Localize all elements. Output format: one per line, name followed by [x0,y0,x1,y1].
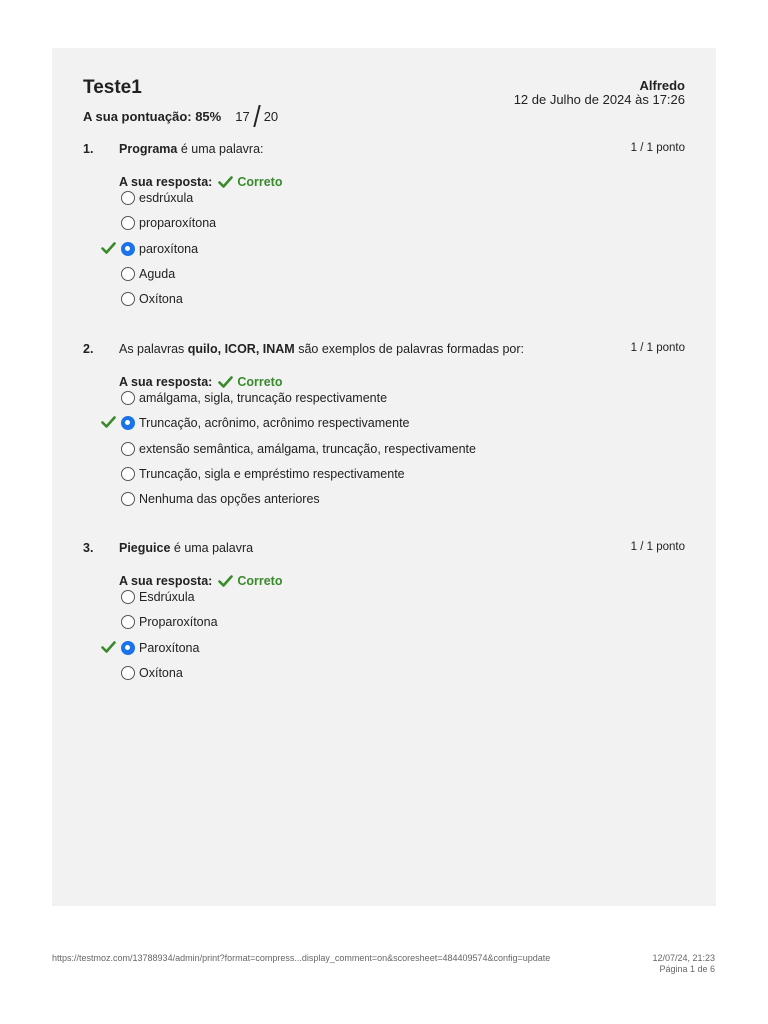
answer-label-text: A sua resposta: [119,574,213,588]
option-3[interactable] [121,639,199,657]
correct-answer-check-icon [101,641,116,653]
test-sheet-panel [52,48,716,906]
answer-label [119,175,282,189]
option-label: Oxítona [139,666,183,680]
correct-answer-check-icon [101,416,116,428]
option-label: Aguda [139,267,176,281]
result-text: Correto [237,175,283,189]
correct-answer-check-icon [101,242,116,254]
correct-tag [218,175,282,189]
option-label: esdrúxula [139,191,194,205]
option-label: Nenhuma das opções anteriores [139,492,320,506]
radio-button[interactable] [121,292,135,306]
radio-button[interactable] [121,442,135,456]
radio-button-selected[interactable] [121,641,135,655]
question-number: 2. [83,342,94,356]
option-label: Truncação, sigla e empréstimo respectivamente [139,467,405,481]
question-number: 1. [83,142,94,156]
score-line [83,105,278,127]
test-title: Teste1 [83,77,142,98]
radio-button[interactable] [121,391,135,405]
radio-button[interactable] [121,467,135,481]
question-text [119,142,264,156]
score-fraction [235,105,278,127]
option-4[interactable] [121,465,405,483]
correct-tag [218,375,282,389]
user-name: Alfredo [639,78,685,93]
option-label: proparoxítona [139,216,217,230]
test-date: 12 de Julho de 2024 às 17:26 [513,92,685,107]
check-icon [218,575,233,587]
radio-button-selected[interactable] [121,242,135,256]
radio-button[interactable] [121,191,135,205]
radio-button[interactable] [121,216,135,230]
question-text-pre: As palavras [119,342,188,356]
question-keyword: quilo, ICOR, INAM [187,342,295,356]
radio-button[interactable] [121,666,135,680]
question-keyword: Programa [119,142,178,156]
answer-label-text: A sua resposta: [119,375,213,389]
score-label: A sua pontuação: 85% [83,108,222,124]
option-5[interactable] [121,490,320,508]
check-icon [218,176,233,188]
question-points: 1 / 1 ponto [630,142,685,154]
radio-button[interactable] [121,267,135,281]
option-2[interactable] [121,613,218,631]
correct-tag [218,574,282,588]
option-4[interactable] [121,664,183,682]
question-points: 1 / 1 ponto [630,541,685,553]
footer-timestamp: 12/07/24, 21:23 [652,953,715,963]
answer-label-text: A sua resposta: [119,175,213,189]
question-text-rest: é uma palavra [170,541,254,555]
option-label: Truncação, acrônimo, acrônimo respectivamente [139,416,410,430]
option-label: paroxítona [139,242,199,256]
radio-button[interactable] [121,615,135,629]
answer-label [119,574,282,588]
question-text [119,342,524,356]
footer-url: https://testmoz.com/13788934/admin/print?format=compress...display_comment=on&scoresheet=484409574&config=update [52,953,551,963]
question-text-rest: são exemplos de palavras formadas por: [294,342,525,356]
option-5[interactable] [121,290,183,308]
footer-page-number: Página 1 de 6 [659,964,715,974]
score-denominator: 20 [263,108,279,124]
radio-button-selected[interactable] [121,416,135,430]
option-4[interactable] [121,265,175,283]
option-label: Oxítona [139,292,183,306]
result-text: Correto [237,375,283,389]
result-text: Correto [237,574,283,588]
question-keyword: Pieguice [119,541,171,555]
question-number: 3. [83,541,94,555]
option-label: Proparoxítona [139,615,218,629]
option-label: extensão semântica, amálgama, truncação, respectivamente [139,442,476,456]
question-text [119,541,253,555]
fraction-slash [253,105,260,127]
check-icon [218,376,233,388]
radio-button[interactable] [121,590,135,604]
option-2[interactable] [121,214,216,232]
question-text-rest: é uma palavra: [177,142,264,156]
question-points: 1 / 1 ponto [630,342,685,354]
option-label: Esdrúxula [139,590,195,604]
score-numerator: 17 [235,108,250,124]
option-1[interactable] [121,189,193,207]
option-2[interactable] [121,414,410,432]
option-3[interactable] [121,240,198,258]
option-label: amálgama, sigla, truncação respectivamente [139,391,388,405]
option-1[interactable] [121,588,195,606]
radio-button[interactable] [121,492,135,506]
answer-label [119,375,282,389]
option-label: Paroxítona [139,641,200,655]
option-3[interactable] [121,440,476,458]
option-1[interactable] [121,389,387,407]
